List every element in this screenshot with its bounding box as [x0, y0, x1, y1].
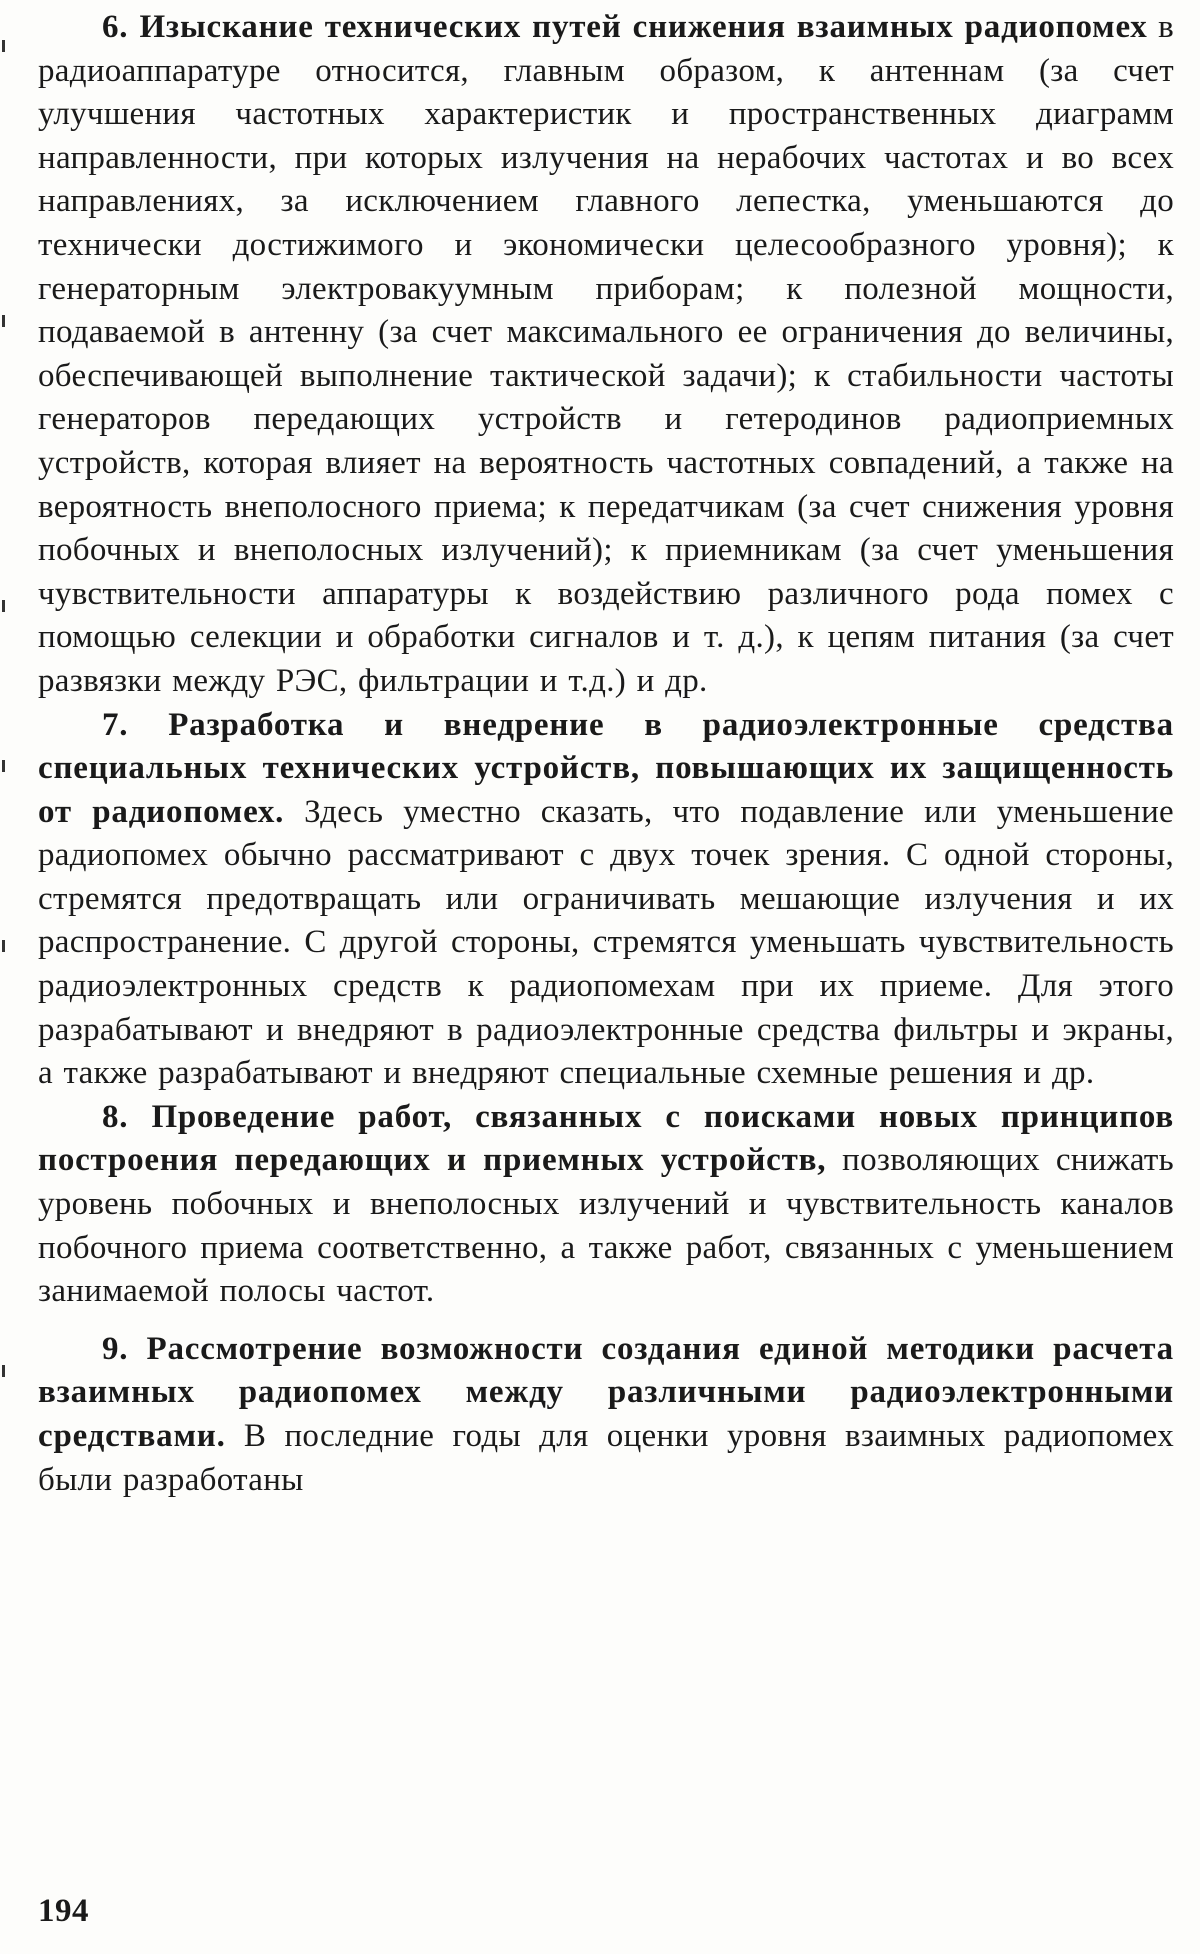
paragraph-body: позволяющих снижать уровень побочных и внеполосных излучений и чувствительность каналов побочного приема соответственно, а также работ, связанных с уменьшением занимаемой полосы частот. [38, 1142, 1174, 1310]
paragraph-heading [102, 9, 1148, 45]
page-number: 194 [38, 1893, 89, 1929]
scan-margin-mark [2, 600, 5, 612]
paragraph-item-7 [38, 704, 1174, 1096]
paragraph-item-8 [38, 1096, 1174, 1314]
heading-text: Разработка и внедрение в радиоэлектронные средства специальных технических устройств, повышающих их защищенность от радиопомех. [38, 706, 1174, 830]
paragraph-body: В последние годы для оценки уровня взаимных радиопомех были разработаны [38, 1418, 1174, 1498]
item-number: 9. [102, 1330, 129, 1367]
scan-margin-mark [2, 760, 5, 772]
paragraph-body: Здесь уместно сказать, что подавление или уменьшение радиопомех обычно рассматривают с двух точек зрения. С одной стороны, стремятся предотвращать или ограничивать мешающие излучения и их распространение. С другой стороны, стремятся уменьшать чувствительность радиоэлектронных средств к радиопомехам при их приеме. Для этого разрабатывают и внедряют в радиоэлектронные средства фильтры и экраны, а также разрабатывают и внедряют специальные схемные решения и др. [38, 793, 1174, 1092]
scan-margin-mark [2, 1365, 5, 1377]
scan-margin-mark [2, 940, 5, 952]
heading-text: Рассмотрение возможности создания единой методики расчета взаимных радиопомех между различными радиоэлектронными средствами. [38, 1330, 1174, 1454]
page-text [38, 6, 1174, 1502]
item-number: 6. [102, 9, 129, 45]
paragraph-item-9 [38, 1328, 1174, 1502]
scan-margin-mark [2, 40, 5, 52]
item-number: 8. [102, 1098, 129, 1135]
heading-text: Изыскание технических путей снижения взаимных радиопомех [139, 9, 1148, 45]
item-number: 7. [102, 706, 129, 743]
scan-margin-mark [2, 315, 5, 327]
paragraph-body: в радиоаппаратуре относится, главным образом, к антеннам (за счет улучшения частотных характеристик и пространственных диаграмм направленности, при которых излучения на нерабочих частотах и во всех направлениях, за исключением главного лепестка, уменьшаются до технически достижимого и экономически целесообразного уровня); к генераторным электровакуумным приборам; к полезной мощности, подаваемой в антенну (за счет максимального ее ограничения до величины, обеспечивающей выполнение тактической задачи); к стабильности частоты генераторов передающих устройств и гетеродинов радиоприемных устройств, которая влияет на вероятность частотных совпадений, а также на вероятность внеполосного приема; к передатчикам (за счет снижения уровня побочных и внеполосных излучений); к приемникам (за счет уменьшения чувствительности аппаратуры к воздействию различного рода помех с помощью селекции и обработки сигналов и т. д.), к цепям питания (за счет развязки между РЭС, фильтрации и т.д.) и др. [38, 9, 1174, 699]
paragraph-item-6 [38, 6, 1174, 704]
heading-text: Проведение работ, связанных с поисками новых принципов построения передающих и приемных устройств, [38, 1098, 1174, 1179]
